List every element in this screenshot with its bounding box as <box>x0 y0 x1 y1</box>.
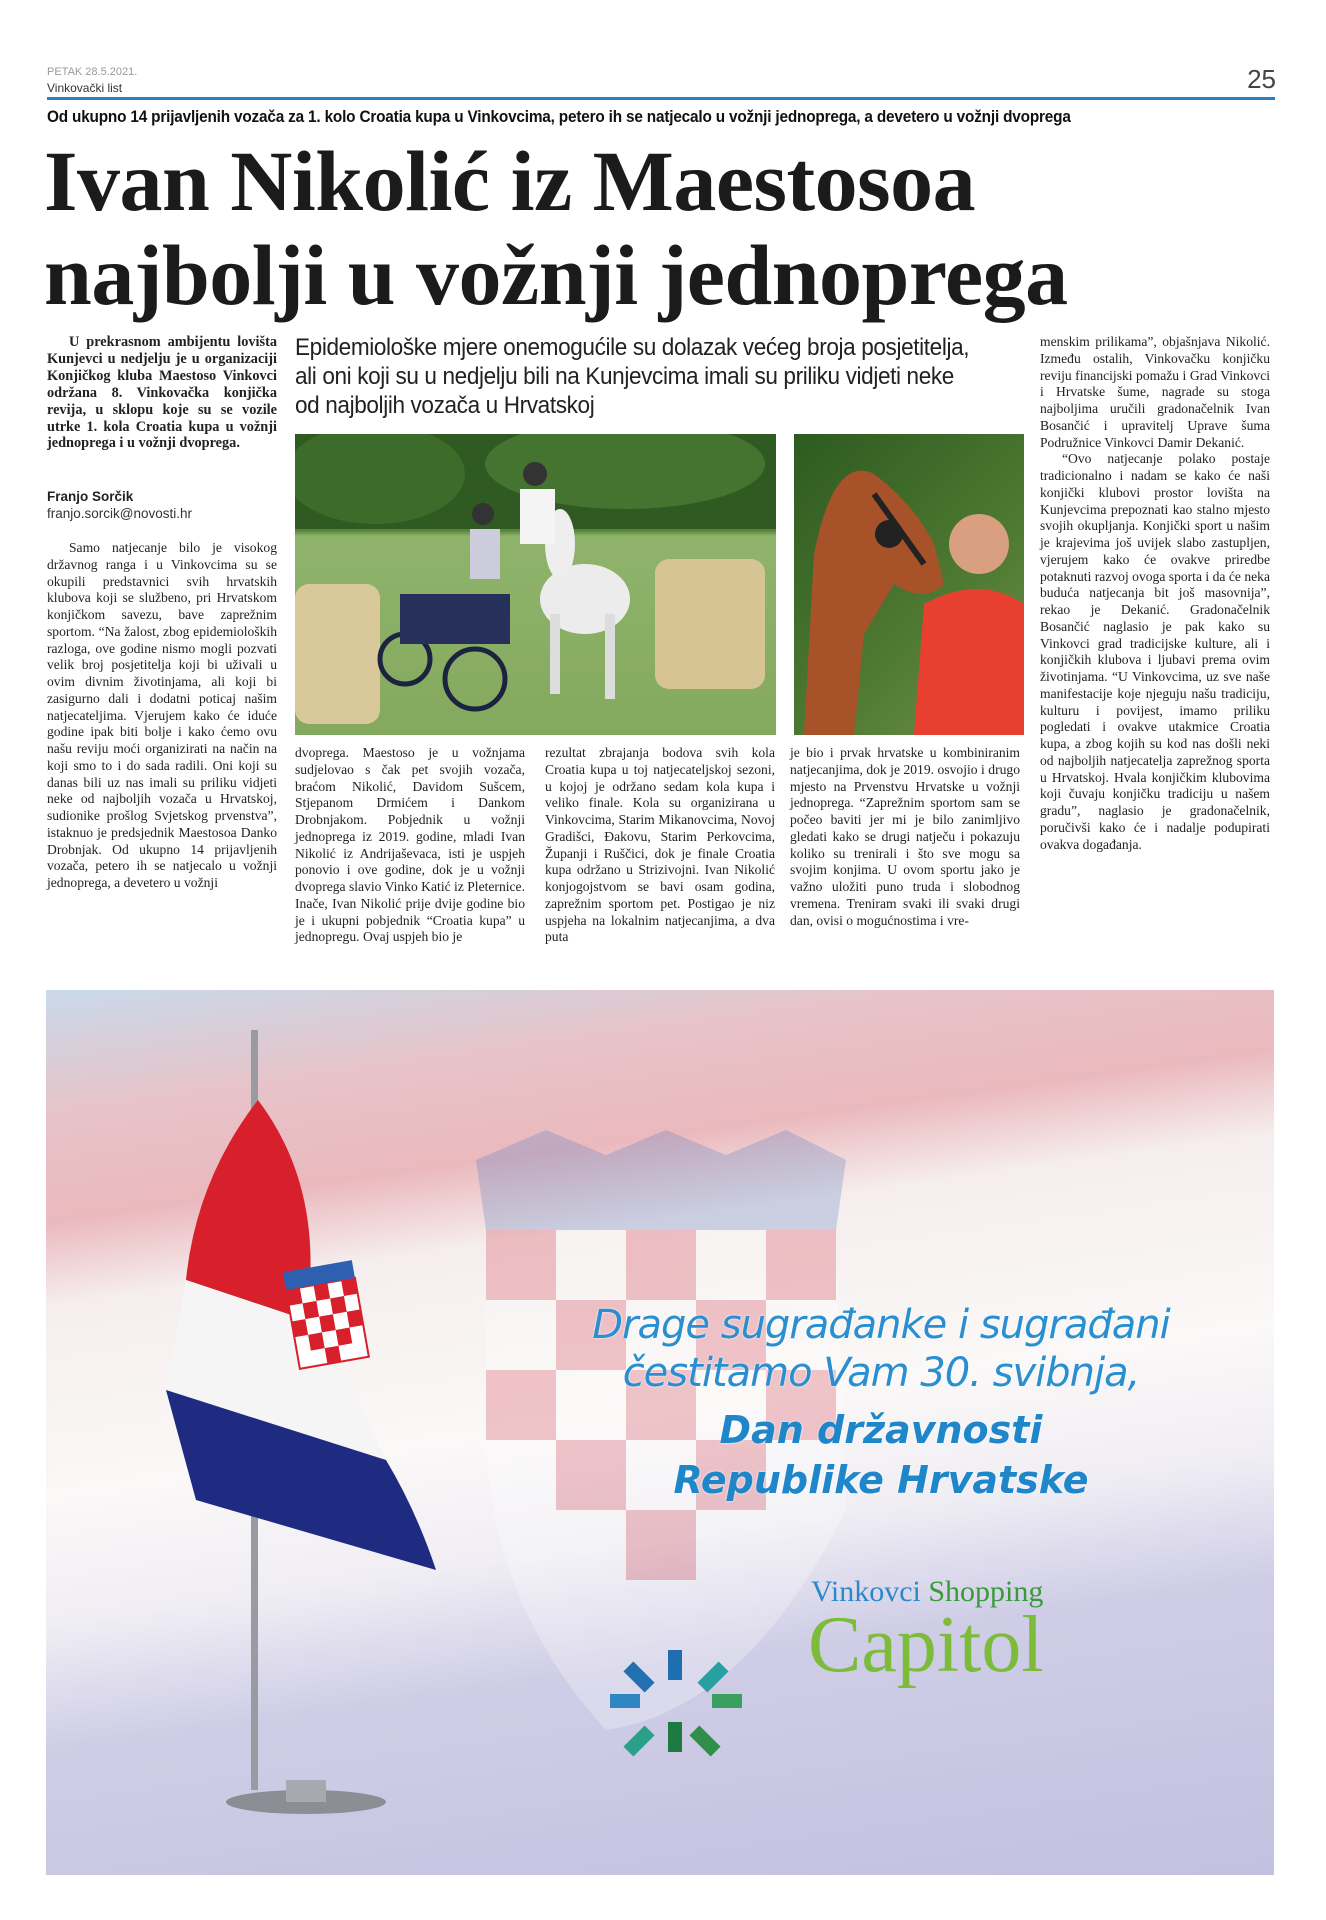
body-column-5 <box>1040 334 1270 853</box>
photo-horse-and-man <box>794 434 1024 735</box>
ad-greeting-line-1: Drage sugrađanke i sugrađani <box>592 1302 1170 1348</box>
logo-subtitle-a: Vinkovci <box>811 1575 929 1608</box>
ad-greeting-line-2: čestitamo Vam 30. svibnja, <box>622 1350 1140 1396</box>
body-column-2: dvoprega. Maestoso je u vožnjama sudjelovao s čak pet svojih vozača, braćom Nikolić, Davidom Sušcem, Stjepanom Drmićem i Dankom Drobnjakom. Pobjednik u vožnji jednoprega iz 2019. godine, mladi Ivan Nikolić iz Andrijaševaca, isti je uspjeh ponovio i ove godine, dok je u vožnji dvoprega slavio Vinko Katić iz Pleternice. Inače, Ivan Nikolić prije dvije godine bio je i ukupni pobjednik “Croatia kupa” u jednopregu. Ovaj uspjeh bio je <box>295 745 525 945</box>
ad-holiday-line-2: Republike Hrvatske <box>673 1458 1089 1502</box>
author-email[interactable]: franjo.sorcik@novosti.hr <box>47 506 193 521</box>
title-line-1: Ivan Nikolić iz Maestosoa <box>44 133 976 229</box>
title-line-2: najbolji u vožnji jednoprega <box>44 227 1068 323</box>
body-column-4: je bio i prvak hrvatske u kombiniranim natjecanjima, dok je 2019. osvojio i drugo mjesto na Prvenstvu Hrvatske u vožnji jednoprega. “Zaprežnim sportom sam se počeo baviti jer mi je bilo zanimljivo gledati kako se drugi natječu i pokazuju koliko su trenirali i što sve mogu sa svojim konjima. U ovom sportu jako je važno uložiti puno truda i slobodnog vremena. Treniram svaki ili svaki drugi dan, ovisi o mogućnostima i vre- <box>790 745 1020 928</box>
article-deck: Epidemiološke mjere onemogućile su dolazak većeg broja posjetitelja, ali oni koji su u nedjelju bili na Kunjevcima imali su priliku vidjeti neke od najboljih vozača u Hrvatskoj <box>295 334 970 419</box>
issue-date: PETAK 28.5.2021. <box>47 66 138 78</box>
photo-carriage-driving <box>295 434 776 735</box>
page-number: 25 <box>1247 64 1276 94</box>
paragraph: menskim prilikama”, objašnjava Nikolić. Između ostalih, Vinkovačku konjičku reviju financijski pomažu i Grad Vinkovci i Hrvatske šume, nagrade su stoga najboljima uručili gradonačelnik Ivan Bosančić i upravitelj Uprave šuma Podružnice Vinkovci Damir Dekanić. <box>1040 334 1270 450</box>
article-title <box>44 134 1284 322</box>
logo-subtitle-b: Shopping <box>928 1575 1044 1608</box>
article-lede: U prekrasnom ambijentu lovišta Kunjevci u nedjelju je u organizaciji Konjičkog kluba Maestoso Vinkovci održana 8. Vinkovačka konjička revija, u sklopu koje su se vozile utrke 1. kola Croatia kupa u vožnji jednoprega i u vožnji dvoprega. <box>47 334 277 452</box>
body-column-3: rezultat zbrajanja bodova svih kola Croatia kupa u toj natjecateljskoj sezoni, u kojoj je održano sedam kola kupa i veliko finale. Kola su organizirana u Vinkovcima, Starim Mikanovcima, Novoj Gradišci, Đakovu, Starim Perkovcima, Županji i Ruščici, dok je finale Croatia kupa održano u Strizivojni. Ivan Nikolić konjogojstvom se bavi osam godina, zaprežnim sportom pet. Postigao je niz uspjeha na lokalnim natjecanjima, a dva puta <box>545 745 775 945</box>
body-column-1: Samo natjecanje bilo je visokog državnog ranga i u Vinkovcima su se okupili predstavnici svih hrvatskih klubova koji se službeno, pri Hrvatskom konjičkom savezu, bave zaprežnim sportom. “Na žalost, zbog epidemioloških razloga, ove godine nismo mogli pozvati velik broj posjetitelja koji bi uživali u ovim divnim životinjama, ali koji bi zasigurno dali i dodatni poticaj našim natjecateljima. Vjerujem kako će iduće godine ipak biti bolje i kako ćemo ovu našu reviju moći organizirati na način na koji smo to i do sada radili. Oni koji su danas bili uz nas imali su priliku vidjeti neke od najboljih vozača u Hrvatskoj, sudionike prošlog Svjetskog prvenstva”, istaknuo je predsjednik Maestosoa Danko Drobnjak. Od ukupno 14 prijavljenih vozača, petero ih se natjecalo u vožnji jednoprega, a devetero u vožnji <box>47 540 277 890</box>
logo-capitol: Capitol <box>808 1601 1044 1689</box>
advertisement-dan-drzavnosti[interactable] <box>46 990 1274 1875</box>
newspaper-name: Vinkovački list <box>47 81 123 95</box>
article-kicker: Od ukupno 14 prijavljenih vozača za 1. kolo Croatia kupa u Vinkovcima, petero ih se natjecalo u vožnji jednoprega, a devetero u vožnji dvoprega <box>47 108 1071 126</box>
author-name: Franjo Sorčik <box>47 489 134 504</box>
ad-holiday-line-1: Dan državnosti <box>719 1408 1043 1452</box>
header-rule <box>47 97 1275 100</box>
paragraph: “Ovo natjecanje polako postaje tradicionalno i nadam se kako će naši konjički klubovi prostor lovišta na Kunjevcima prepoznati kao stalno mjesto svojih okupljanja. Konjički sport u našim je krajevima još uvijek slabo zastupljen, vjerujem kako će ovakve priredbe potaknuti razvoj ovoga sporta i da će neka buduća natjecanja bit još masovnija”, rekao je Dekanić. Gradonačelnik Bosančić naglasio je pak kako su Vinkovci grad tradicijske kulture, ali i konjičkih klubova i ljubavi prema ovim životinjama. “U Vinkovcima, uz sve naše manifestacije koje njeguju našu tradiciju, kulturu i povijest, imamo priliku pogledati i ovakve utakmice Croatia kupa, a zbog kojih su kod nas došli neki od najboljih natjecatelja zaprežnog sporta u Hrvatskoj. Hvala konjičkim klubovima koji čuvaju konjičku tradiciju u našem gradu”, naglasio je gradonačelnik, poručivši kako će i nadalje podupirati ovakva događanja. <box>1040 451 1270 852</box>
